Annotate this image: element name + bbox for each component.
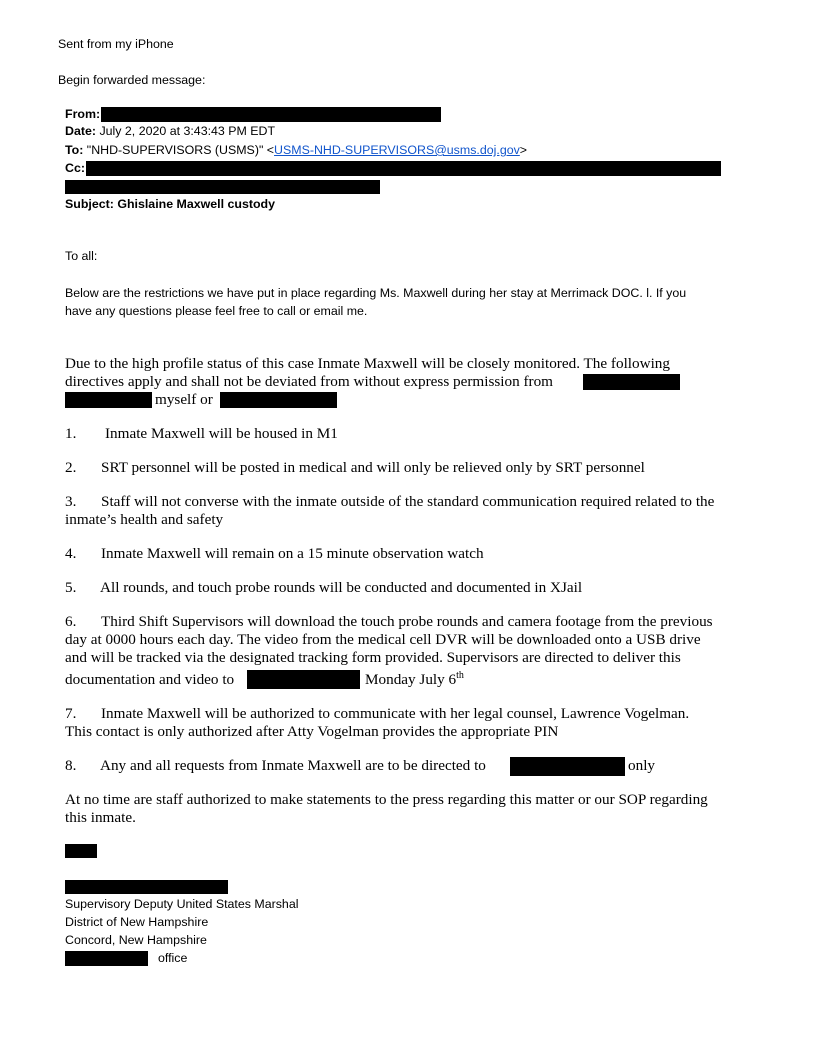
item-tail — [365, 671, 464, 689]
directive-item — [65, 757, 486, 775]
date-label: Date: — [65, 124, 96, 138]
intro-line: Below are the restrictions we have put in place regarding Ms. Maxwell during her stay at Merrimack DOC. l. If you — [65, 286, 687, 300]
directive-item — [65, 579, 582, 597]
item-text: Inmate Maxwell will be housed in M1 — [105, 425, 338, 442]
redaction — [65, 392, 152, 408]
item-text: All rounds, and touch probe rounds will be conducted and documented in XJail — [100, 579, 583, 596]
item-tail: only — [628, 757, 656, 774]
to-line — [65, 141, 527, 159]
item-text: inmate’s health and safety — [65, 511, 224, 528]
directive-intro: Due to the high profile status of this case Inmate Maxwell will be closely monitored. The following — [65, 355, 670, 372]
item-number: 8. — [65, 757, 77, 774]
subject-line: Subject: Ghislaine Maxwell custody — [65, 197, 276, 211]
item-number: 1. — [65, 425, 77, 442]
redaction — [65, 180, 380, 194]
item-text: day at 0000 hours each day. The video from the medical cell DVR will be downloaded onto a USB drive — [65, 631, 701, 648]
item-text: SRT personnel will be posted in medical and will only be relieved only by SRT personnel — [101, 459, 645, 476]
item-text: and will be tracked via the designated tracking form provided. Supervisors are directed to deliver this — [65, 649, 681, 666]
closing-line: At no time are staff authorized to make statements to the press regarding this matter or our SOP regarding — [65, 791, 708, 808]
item-number: 5. — [65, 579, 77, 596]
item-number: 2. — [65, 459, 77, 476]
signature-district: District of New Hampshire — [65, 915, 209, 929]
redaction — [101, 107, 441, 122]
redaction — [220, 392, 337, 408]
item-text: Inmate Maxwell will be authorized to communicate with her legal counsel, Lawrence Vogelman. — [101, 705, 690, 722]
item-number: 4. — [65, 545, 77, 562]
item-number: 7. — [65, 705, 77, 722]
item-number: 3. — [65, 493, 77, 510]
directive-item — [65, 613, 713, 631]
greeting: To all: — [65, 249, 98, 263]
item-text: Any and all requests from Inmate Maxwell are to be directed to — [100, 757, 486, 774]
directive-intro: directives apply and shall not be deviated from without express permission from — [65, 373, 553, 390]
item-tail-text: Monday July 6 — [365, 671, 457, 688]
signature-title: Supervisory Deputy United States Marshal — [65, 897, 299, 911]
to-close: > — [519, 143, 528, 157]
redaction — [65, 951, 148, 966]
forwarded-line: Begin forwarded message: — [58, 73, 206, 87]
directive-intro: myself or — [155, 391, 213, 408]
item-text: This contact is only authorized after Atty Vogelman provides the appropriate PIN — [65, 723, 559, 740]
to-name: "NHD-SUPERVISORS (USMS)" < — [86, 143, 275, 157]
redaction — [247, 670, 360, 689]
item-text: Third Shift Supervisors will download the touch probe rounds and camera footage from the previous — [101, 613, 713, 630]
superscript: th — [456, 669, 464, 681]
date-value: July 2, 2020 at 3:43:43 PM EDT — [99, 124, 276, 138]
directive-item — [65, 705, 689, 723]
directive-item — [65, 425, 338, 443]
to-label: To: — [65, 143, 84, 157]
sent-from-line: Sent from my iPhone — [58, 37, 174, 51]
redaction — [65, 844, 97, 858]
from-label: From: — [65, 107, 101, 121]
signature-office: office — [158, 951, 188, 965]
item-text: documentation and video to — [65, 671, 235, 688]
redaction — [65, 880, 228, 894]
item-text: Inmate Maxwell will remain on a 15 minute observation watch — [101, 545, 484, 562]
date-line — [65, 122, 275, 140]
redaction — [583, 374, 680, 390]
item-number: 6. — [65, 613, 77, 630]
item-text: Staff will not converse with the inmate outside of the standard communication required related to the — [101, 493, 715, 510]
directive-item — [65, 493, 714, 511]
redaction — [510, 757, 625, 776]
closing-line: this inmate. — [65, 809, 136, 826]
signature-city: Concord, New Hampshire — [65, 933, 207, 947]
intro-line: have any questions please feel free to call or email me. — [65, 304, 368, 318]
directive-item — [65, 459, 645, 477]
cc-label: Cc: — [65, 161, 85, 175]
to-email-link[interactable]: USMS-NHD-SUPERVISORS@usms.doj.gov — [274, 143, 520, 157]
directive-item — [65, 545, 484, 563]
redaction — [86, 161, 721, 176]
